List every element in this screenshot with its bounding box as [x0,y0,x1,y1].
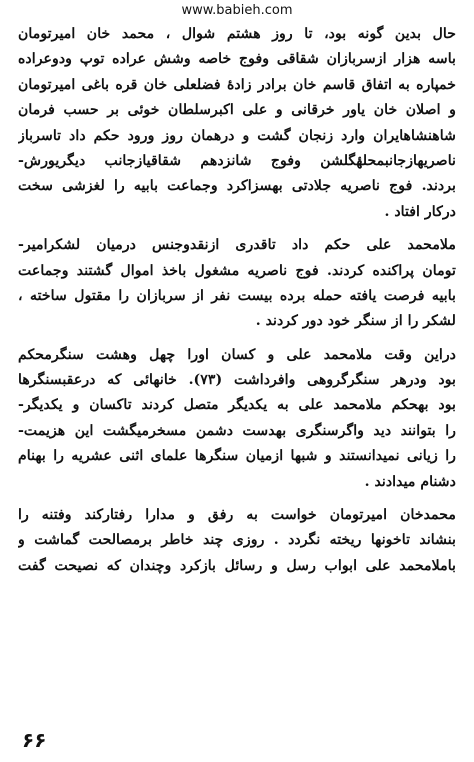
text-line: حال بدین گونه بود، تا روز هشتم شوال ، محمد خان امیرتومان [18,26,456,42]
text-line: دراین وقت ملامحمد علی و کسان اورا چهل وهشت سنگرمحکم [18,346,456,363]
text-line: را زیانی نمیدانستند و شبها ازمیان سنگرها علمای اثنی عشریه را بهنام [18,448,456,465]
site-url: www.babieh.com [181,3,293,18]
text-line: بردند. فوج ناصریه جلادتی بهسزاکرد وجماعت بابیه را لغزشی سخت [18,178,456,195]
text-line: شاهنشاهایران وارد زنجان گشت و درهمان روز ورود حکم داد تاسرباز [18,127,456,144]
text-line: خمپاره به اتفاق قاسم خان برادر زادهٔ فضلعلی خان قره باغی امیرتومان [18,76,456,93]
text-line: ملامحمد علی حکم داد تاقدری ازنقدوجنس درمیان لشکرامیر- [18,237,456,254]
text-line: محمدخان امیرتومان خواست به رفق و مدارا رفتارکند وفتنه را [18,507,456,524]
paragraph [18,503,456,579]
text-line: دشنام میدادند . [364,473,456,490]
text-line: باسه هزار ازسربازان شقاقی وفوج خاصه وشش عراده توپ ودوعراده [18,51,456,68]
paragraph [18,343,456,495]
text-line: بابیه فرصت یافته حمله برده بیست نفر از سربازان را مقتول ساخته ، [18,287,456,304]
text-line: بنشاند تاخونها ریخته نگردد . روزی چند خاطر برمصالحت گماشت و [18,532,456,549]
paragraph [18,22,456,225]
text-line: و اصلان خان یاور خرقانی و علی اکبرسلطان خوئی بر حسب فرمان [18,102,456,119]
page-number: ۶۶ [22,728,47,752]
text-line: بود ودرهر سنگرگروهی وافرداشت (۷۳). خانهائی که درعقبسنگرها [18,372,456,389]
text-line: باملامحمد علی ابواب رسل و رسائل بازکرد وچندان که نصیحت گفت [18,557,456,574]
text-body [18,22,456,579]
text-line: درکار افتاد . [384,203,456,220]
text-line: را بتوانند دید واگرسنگری بهدست دشمن مسخرمیگشت این هزیمت- [18,422,456,439]
paragraph [18,233,456,335]
text-line: بود بهحکم ملامحمد علی به یکدیگر متصل کردند تاکسان و یکدیگر- [18,397,456,414]
text-line: تومان پراکنده کردند. فوج ناصریه مشغول باخذ اموال گشتند وجماعت [18,262,456,279]
text-line: لشکر را از سنگر خود دور کردند . [255,313,456,330]
text-line: ناصریهازجانبمحلهٔگلشن وفوج شانزدهم شقاقیازجانب دیگریورش- [18,152,456,169]
